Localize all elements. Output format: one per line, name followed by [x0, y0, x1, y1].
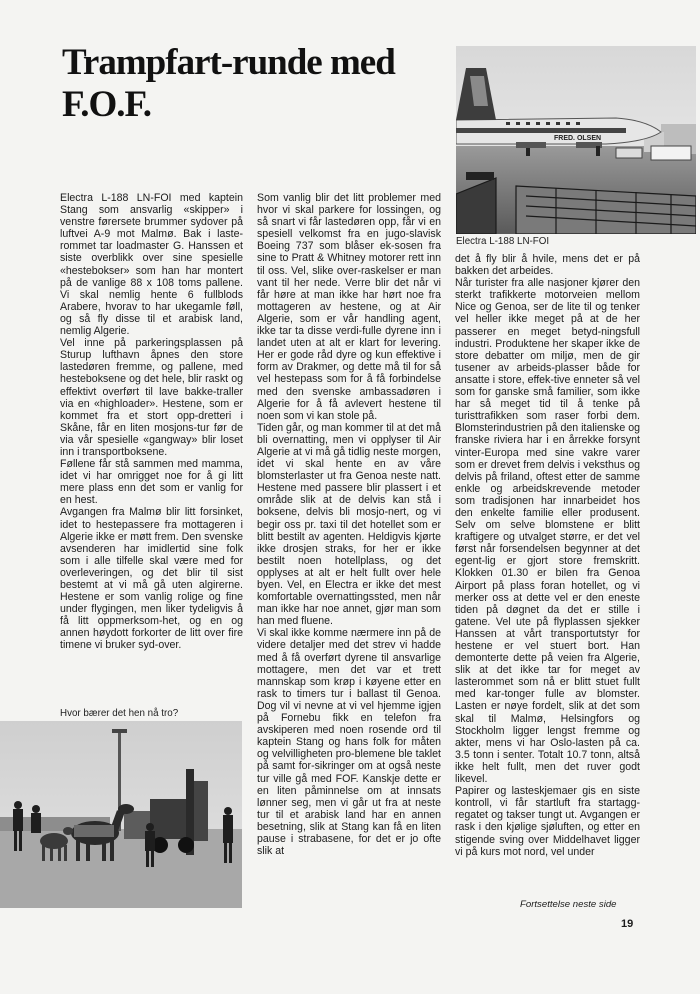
- continued-note: Fortsettelse neste side: [520, 899, 617, 910]
- aircraft-livery-text: FRED. OLSEN: [554, 135, 602, 142]
- article-title: Trampfart-runde med F.O.F.: [62, 42, 395, 125]
- page-number: 19: [621, 918, 634, 930]
- horses-photo-caption: Hvor bærer det hen nå tro?: [60, 708, 179, 719]
- horses-photo: [0, 721, 242, 908]
- article-column-1: Electra L-188 LN-FOI med kaptein Stang som ansvarlig «skipper» i venstre førersete brummer sydover på luftvei A-9 mot Malmø. Bak i laste-rommet tar loadmaster G. Hanssen et siste overblikk over sine spesielle «hestebokser» som han har montert på de vanlige 88 x 108 toms pallene. Vi skal nemlig hente 6 fullblods Arabere, hvorav to har ukegamle føll, og så fly disse til et arabisk land, nemlig Algerie. Vel inne på parkeringsplassen på Sturup lufthavn åpnes den store lastedøren fremme, og pallene, med hesteboksene og det hele, blir raskt og effektivt overført til lave bakke-traller via en «highloader». Hestene, som er kommet fra et stort opp-dretteri i Skåne, får en liten mosjons-tur før de via vår spesielle «gangway» blir loset inn i transportboksene. Føllene får stå sammen med mamma, idet vi har omrigget noe for å gi litt mere plass enn det som er vanlig for en hest. Avgangen fra Malmø blir litt forsinket, idet to hestepassere fra mottageren i Algerie ikke er møtt frem. Den svenske avsenderen har imidlertid sine folk som i alle tilfelle skal være med for overleveringen, og det blir til sist bestemt at vi må gå uten algirerne. Hestene er som vanlig rolige og fine under flygingen, men liker tydeligvis å få litt oppmerksom-het, og en og annen høydott forkorter de litt over fire timene vi bruker syd-over.: [60, 192, 243, 652]
- aircraft-photo-caption: Electra L-188 LN-FOI: [456, 236, 550, 247]
- aircraft-photo: [456, 46, 696, 234]
- article-column-3: det å fly blir å hvile, mens det er på bakken det arbeides. Når turister fra alle nasjoner kjører den sterkt trafikkerte motorveien mellom Nice og Genoa, ser de lite til og tenker vel heller ikke meget på at de her passerer en meget betyd-ningsfull industri. Produktene her skaper ikke de store debatter om miljø, men de gir tusener av arbeids-plasser både for ansatte i store, effek-tive enneter så vel som for ganske små familier, som ikke har så meget tid til å tenke på turisttrafikken som raser forbi dem. Blomsterindustrien på den italienske og franske riviera har i en årrekke forsynt vinter-Europa med sine vakre varer som er drevet frem delvis i veksthus og delvis på friland, oftest etter de samme enkle og arbeidskrevende metoder som tradisjonen har innarbeidet hos den enkelte familie eller produsent. Selv om selve blomstene er blitt kraftigere og utvalget større, er det vel først når forsendelsen begynner at det egent-lig er gjort store fremskritt. Klokken 01.30 er bilen fra Genoa Airport på plass foran hotellet, og vi merker oss at dette vel er den eneste tiden på døgnet da det er stille i gatene. Vel ute på flyplassen sjekker Hanssen at vårt transportutstyr for hestene er vel stuert bort. Han demonterte dette på veien fra Algerie, slik at det ikke tar for meget av lasterommet som nå er blitt stuet fullt med kar-tonger fulle av blomster. Lasten er nøye fordelt, slik at det som skal til Malmø, Helsingfors og Stockholm ligger lengst fremme og akter, mens vi har Oslo-lasten på ca. 3.5 tonn i senter. Totalt 10.7 tonn, altså ikke helt fullt, men det ruver godt likevel. Papirer og lasteskjemaer gis en siste kontroll, vi får startluft fra startagg-regatet og takser tungt ut. Avgangen er rask i den kjølige sjøluften, og etter en stigende sving over Middelhavet ligger vi på kurs mot nord, vel under: [455, 253, 640, 858]
- article-column-2: Som vanlig blir det litt problemer med hvor vi skal parkere for lossingen, og så snart vi får lastedøren opp, får vi en spesiell velkomst fra en jugo-slavisk Boeing 737 som blåser ek-sosen fra sine to Pratt & Whitney motorer rett inn til oss. Vel, slike over-raskelser er man vant til her nede. Verre blir det når vi får høre at man ikke har hørt noe fra mottageren av hestene, og at Air Algerie, som er vår handling agent, ikke tar ta disse verdi-fulle dyrene inn i landet uten at alt er klart for levering. Her er gode råd dyre og kun effektive i form av Drakmer, og dette må til for så vel hestepass som for å få forbindelse med den svenske ambassadøren i Algerie for å få avlevert hestene til noen som vi kan stole på. Tiden går, og man kommer til at det må bli overnatting, men vi opplyser til Air Algerie at vi må gå tidlig neste morgen, idet vi skal hente en av våre blomsterlaster ut fra Genoa neste natt. Hestene med passere blir plassert i et område slik at de delvis kan stå i boksene, delvis bli mosjo-nert, og vi begir oss pr. taxi til det hotellet som er blitt bestilt av agenten. Heldigvis kjørte ikke drosjen straks, for her er ikke bestilt noen hotellplass, og det opplyses at alt er helt fullt over hele byen. Vel, en Electra er ikke det mest komfortable overnattingssted, men når man ikke har noe annet, gjør man som han med fluene. Vi skal ikke komme nærmere inn på de videre detaljer med det strev vi hadde med å få overført dyrene til ansvarlige mottagere, men det var et trett mannskap som krøp i køyene etter en rask to timers tur i ballast til Genoa. Dog vil vi nevne at vi vel hjemme igjen på Fornebu fikk en telefon fra avskiperen med noen rosende ord til kaptein Stang og hans folk for måten og velvilligheten pro-blemene ble taklet på samt for-sikringer om at også neste tur ville gå med FOF. Kanskje dette er en liten påminnelse om at innsats lønner seg, men vi går ut fra at neste tur til et arabisk land har en annen besetning, slik at Stang kan få en liten pause i strabasene, for det er jo ofte slik at: [257, 192, 441, 858]
